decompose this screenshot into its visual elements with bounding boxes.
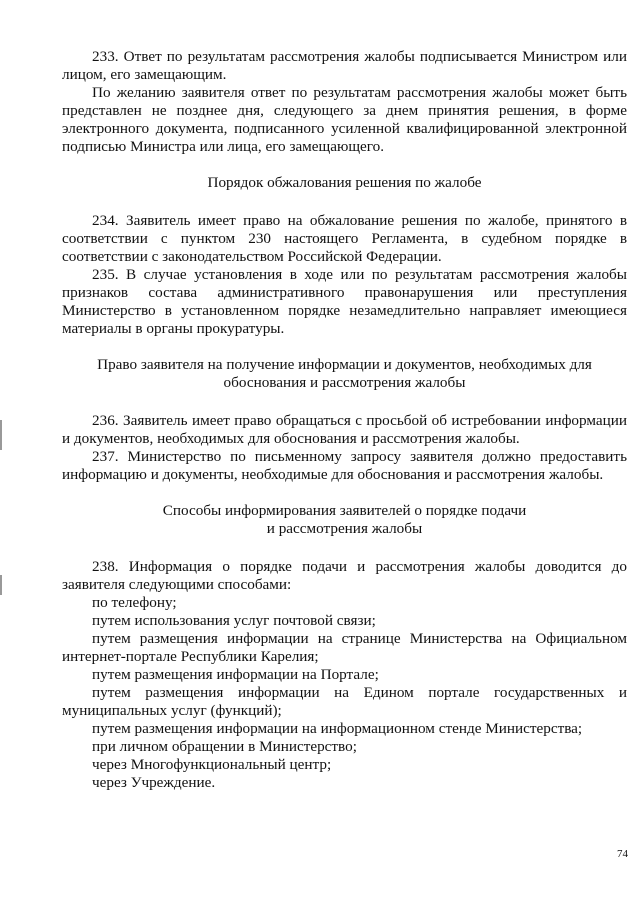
scan-edge-mark (0, 420, 2, 450)
list-item-method: путем размещения информации на странице Министерства на Официальном интернет-портале Республики Карелия; (62, 630, 627, 665)
scan-edge-mark (0, 575, 2, 595)
section-heading-appeal-order: Порядок обжалования решения по жалобе (207, 174, 482, 191)
list-item-method: через Многофункциональный центр; (92, 756, 332, 773)
section-heading-right-to-info-line2: обоснования и рассмотрения жалобы (223, 374, 466, 391)
list-item-method: через Учреждение. (92, 774, 216, 791)
list-item-method: путем размещения информации на информационном стенде Министерства; (92, 720, 583, 737)
list-item-method: путем размещения информации на Портале; (92, 666, 379, 683)
list-item-method: при личном обращении в Министерство; (92, 738, 357, 755)
list-item-method: по телефону; (92, 594, 177, 611)
paragraph-236: 236. Заявитель имеет право обращаться с просьбой об истребовании информации и документов, необходимых для обоснования и рассмотрения жалобы. (62, 412, 627, 447)
paragraph-237: 237. Министерство по письменному запросу заявителя должно предоставить информацию и документы, необходимые для обоснования и рассмотрения жалобы. (62, 448, 627, 483)
list-item-method: путем размещения информации на Едином портале государственных и муниципальных услуг (функций); (62, 684, 627, 719)
section-heading-informing-line2: и рассмотрения жалобы (266, 520, 423, 537)
list-item-method: путем использования услуг почтовой связи; (92, 612, 376, 629)
paragraph-233-continued: По желанию заявителя ответ по результатам рассмотрения жалобы может быть представлен не позднее дня, следующего за днем принятия решения, в форме электронного документа, подписанного усиленной квалифицированной электронной подписью Министра или лица, его замещающего. (62, 84, 627, 155)
paragraph-238: 238. Информация о порядке подачи и рассмотрения жалобы доводится до заявителя следующими способами: (62, 558, 627, 593)
document-page (62, 48, 627, 792)
section-heading-right-to-info-line1: Право заявителя на получение информации и документов, необходимых для (97, 356, 592, 373)
paragraph-233: 233. Ответ по результатам рассмотрения жалобы подписывается Министром или лицом, его замещающим. (62, 48, 627, 83)
paragraph-235: 235. В случае установления в ходе или по результатам рассмотрения жалобы признаков состава административного правонарушения или преступления Министерство в установленном порядке незамедлительно направляет имеющиеся материалы в органы прокуратуры. (62, 266, 627, 337)
page-number: 74 (617, 848, 628, 860)
paragraph-234: 234. Заявитель имеет право на обжалование решения по жалобе, принятого в соответствии с пунктом 230 настоящего Регламента, в судебном порядке в соответствии с законодательством Российской Федерации. (62, 212, 627, 265)
section-heading-informing-line1: Способы информирования заявителей о порядке подачи (162, 502, 527, 519)
